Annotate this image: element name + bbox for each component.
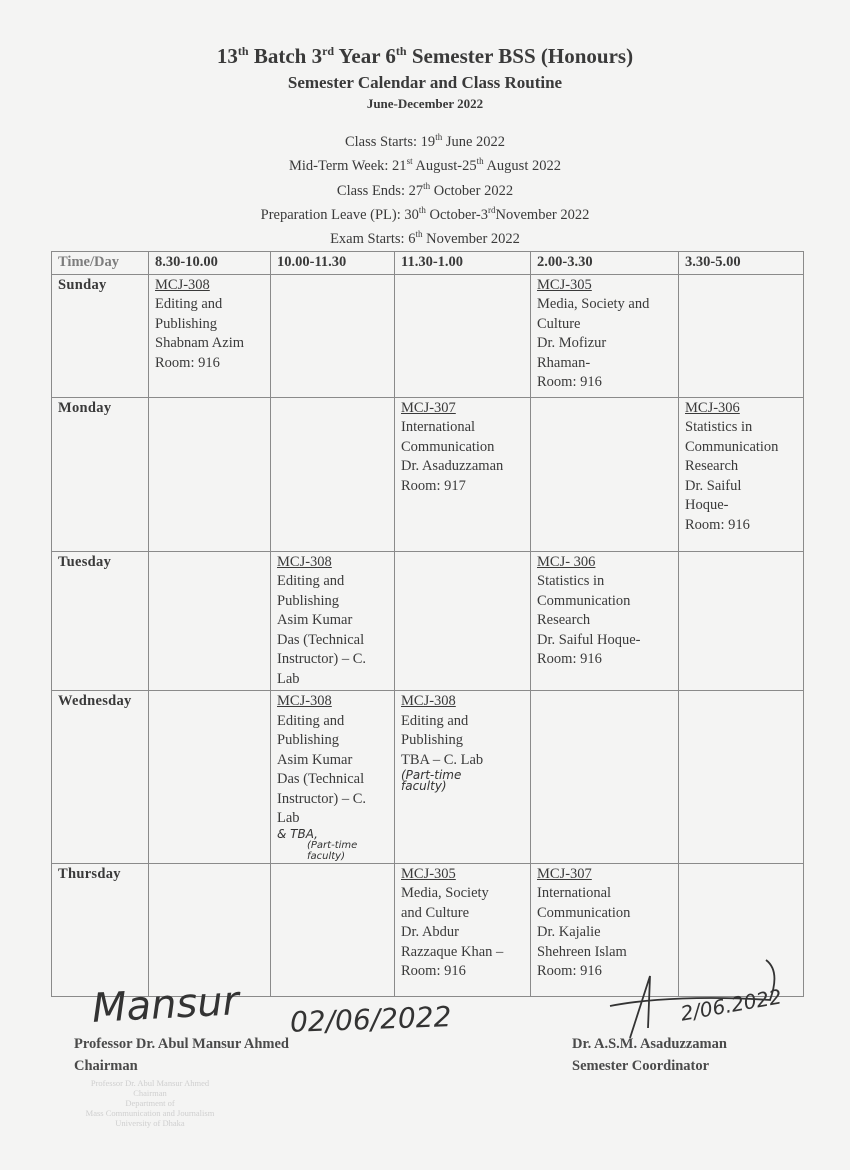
column-header: 10.00-11.30	[271, 252, 395, 275]
table-row	[52, 397, 804, 551]
semester-calendar	[0, 128, 850, 250]
class-cell	[149, 863, 271, 996]
course-code: MCJ-308	[277, 553, 332, 570]
class-detail-line: Publishing	[401, 732, 464, 748]
coordinator-block	[572, 1033, 727, 1077]
class-cell	[531, 691, 679, 864]
column-header: 3.30-5.00	[679, 252, 804, 275]
class-detail-line: Publishing	[277, 732, 340, 748]
class-cell	[395, 551, 531, 691]
class-detail-line: Room: 917	[401, 477, 466, 494]
class-cell	[531, 397, 679, 551]
chairman-signature-date: 02/06/2022	[289, 1000, 452, 1039]
class-detail-line: Room: 916	[401, 963, 466, 979]
class-detail-line: Communication	[685, 438, 779, 455]
coordinator-name: Dr. A.S.M. Asaduzzaman	[572, 1036, 727, 1052]
handwritten-note: & TBA,	[277, 826, 318, 841]
class-detail-line: Media, Society	[401, 885, 489, 901]
handwritten-note: (Part-time	[307, 839, 358, 851]
class-detail-line: Communication	[401, 438, 495, 455]
class-cell	[271, 863, 395, 996]
handwritten-note: (Part-time	[401, 768, 462, 782]
column-header: 8.30-10.00	[149, 252, 271, 275]
course-code: MCJ-305	[537, 276, 592, 293]
class-detail-line: Rhaman-	[537, 354, 591, 371]
table-row	[52, 691, 804, 864]
class-cell	[531, 274, 679, 397]
class-cell	[149, 397, 271, 551]
class-detail-line: TBA – C. Lab	[401, 751, 484, 768]
course-code: MCJ-306	[685, 399, 740, 416]
class-detail-line: Dr. Abdur	[401, 924, 459, 940]
exam-starts: Exam Starts: 6th November 2022	[330, 229, 520, 248]
day-label: Thursday	[52, 863, 149, 996]
class-detail-line: Communication	[537, 592, 631, 609]
class-detail-line: Room: 916	[685, 516, 750, 533]
class-cell	[395, 397, 531, 551]
class-detail-line: Das (Technical	[277, 771, 365, 787]
class-detail-line: Publishing	[155, 315, 218, 332]
class-detail-line: Room: 916	[155, 354, 220, 371]
class-detail-line: Communication	[537, 904, 631, 921]
class-detail-line: Editing and	[277, 573, 345, 589]
chairman-title: Chairman	[74, 1058, 138, 1074]
coordinator-title: Semester Coordinator	[572, 1058, 710, 1074]
day-label: Tuesday	[52, 551, 149, 691]
course-code: MCJ- 306	[537, 553, 596, 570]
department-seal: Professor Dr. Abul Mansur Ahmed Chairman Department of Mass Communication and Journalism University of Dhaka	[85, 1078, 215, 1128]
class-cell	[395, 274, 531, 397]
class-detail-line: Hoque-	[685, 497, 729, 513]
class-detail-line: Statistics in	[537, 573, 605, 589]
class-detail-line: International	[401, 419, 476, 435]
class-cell	[271, 691, 395, 864]
class-detail-line: Instructor) – C.	[277, 790, 366, 807]
coordinator-signature-date: 2/06.2022	[678, 984, 784, 1026]
document-period: June-December 2022	[366, 96, 484, 111]
class-detail-line: Shehreen Islam	[537, 943, 627, 960]
class-detail-line: Asim Kumar	[277, 751, 353, 768]
class-detail-line: Lab	[277, 810, 300, 826]
class-cell	[531, 551, 679, 691]
class-cell	[679, 551, 804, 691]
class-cell	[149, 551, 271, 691]
day-label: Wednesday	[52, 691, 149, 864]
class-detail-line: Statistics in	[685, 419, 753, 435]
class-detail-line: Room: 916	[537, 374, 602, 390]
class-cell	[395, 691, 531, 864]
document-subtitle: Semester Calendar and Class Routine	[287, 73, 563, 92]
class-cell	[271, 274, 395, 397]
column-header: Time/Day	[52, 252, 149, 275]
course-code: MCJ-307	[401, 399, 456, 416]
class-ends: Class Ends: 27th October 2022	[336, 180, 514, 199]
course-code: MCJ-308	[155, 276, 210, 293]
class-detail-line: Instructor) – C.	[277, 651, 366, 667]
table-row	[52, 551, 804, 691]
class-detail-line: Room: 916	[537, 651, 602, 667]
chairman-signature: Mansur	[90, 978, 241, 1032]
course-code: MCJ-308	[277, 693, 332, 709]
class-routine-table	[51, 251, 804, 997]
class-detail-line: International	[537, 885, 612, 901]
class-detail-line: Room: 916	[537, 963, 602, 979]
class-cell	[679, 691, 804, 864]
class-detail-line: Razzaque Khan –	[401, 943, 504, 960]
class-detail-line: Research	[537, 612, 591, 628]
handwritten-note: faculty)	[401, 779, 447, 793]
class-detail-line: Media, Society and	[537, 296, 650, 312]
class-starts: Class Starts: 19th June 2022	[344, 132, 506, 150]
class-detail-line: Editing and	[401, 712, 469, 729]
preparation-leave: Preparation Leave (PL): 30th October-3rdNovember 2022	[260, 204, 590, 223]
day-label: Sunday	[52, 274, 149, 397]
handwritten-note: faculty)	[307, 850, 346, 862]
class-detail-line: Dr. Kajalie	[537, 924, 601, 940]
class-detail-line: Dr. Saiful	[685, 477, 742, 494]
course-code: MCJ-305	[401, 865, 456, 882]
column-header: 2.00-3.30	[531, 252, 679, 275]
class-detail-line: Dr. Saiful Hoque-	[537, 631, 641, 648]
class-cell	[149, 691, 271, 864]
table-header-row	[52, 252, 804, 275]
class-detail-line: Research	[685, 458, 739, 474]
class-detail-line: Publishing	[277, 592, 340, 609]
class-detail-line: Editing and	[155, 296, 223, 312]
class-cell	[149, 274, 271, 397]
class-detail-line: Asim Kumar	[277, 612, 353, 628]
chairman-block	[74, 1033, 289, 1077]
class-detail-line: and Culture	[401, 904, 470, 921]
course-code: MCJ-307	[537, 865, 592, 882]
class-cell	[271, 397, 395, 551]
class-detail-line: Dr. Mofizur	[537, 335, 607, 351]
class-detail-line: Das (Technical	[277, 631, 365, 648]
class-cell	[679, 397, 804, 551]
class-cell	[679, 274, 804, 397]
class-cell	[271, 551, 395, 691]
class-detail-line: Lab	[277, 670, 300, 687]
class-detail-line: Shabnam Azim	[155, 335, 245, 351]
table-row	[52, 274, 804, 397]
class-detail-line: Dr. Asaduzzaman	[401, 458, 504, 474]
midterm-week: Mid-Term Week: 21st August-25th August 2022	[289, 156, 561, 175]
class-cell	[395, 863, 531, 996]
class-detail-line: Editing and	[277, 712, 345, 729]
document-title: 13th Batch 3rd Year 6th Semester BSS (Honours)	[216, 44, 634, 68]
chairman-name: Professor Dr. Abul Mansur Ahmed	[74, 1036, 289, 1052]
class-detail-line: Culture	[537, 315, 581, 332]
column-header: 11.30-1.00	[395, 252, 531, 275]
day-label: Monday	[52, 397, 149, 551]
course-code: MCJ-308	[401, 693, 456, 709]
